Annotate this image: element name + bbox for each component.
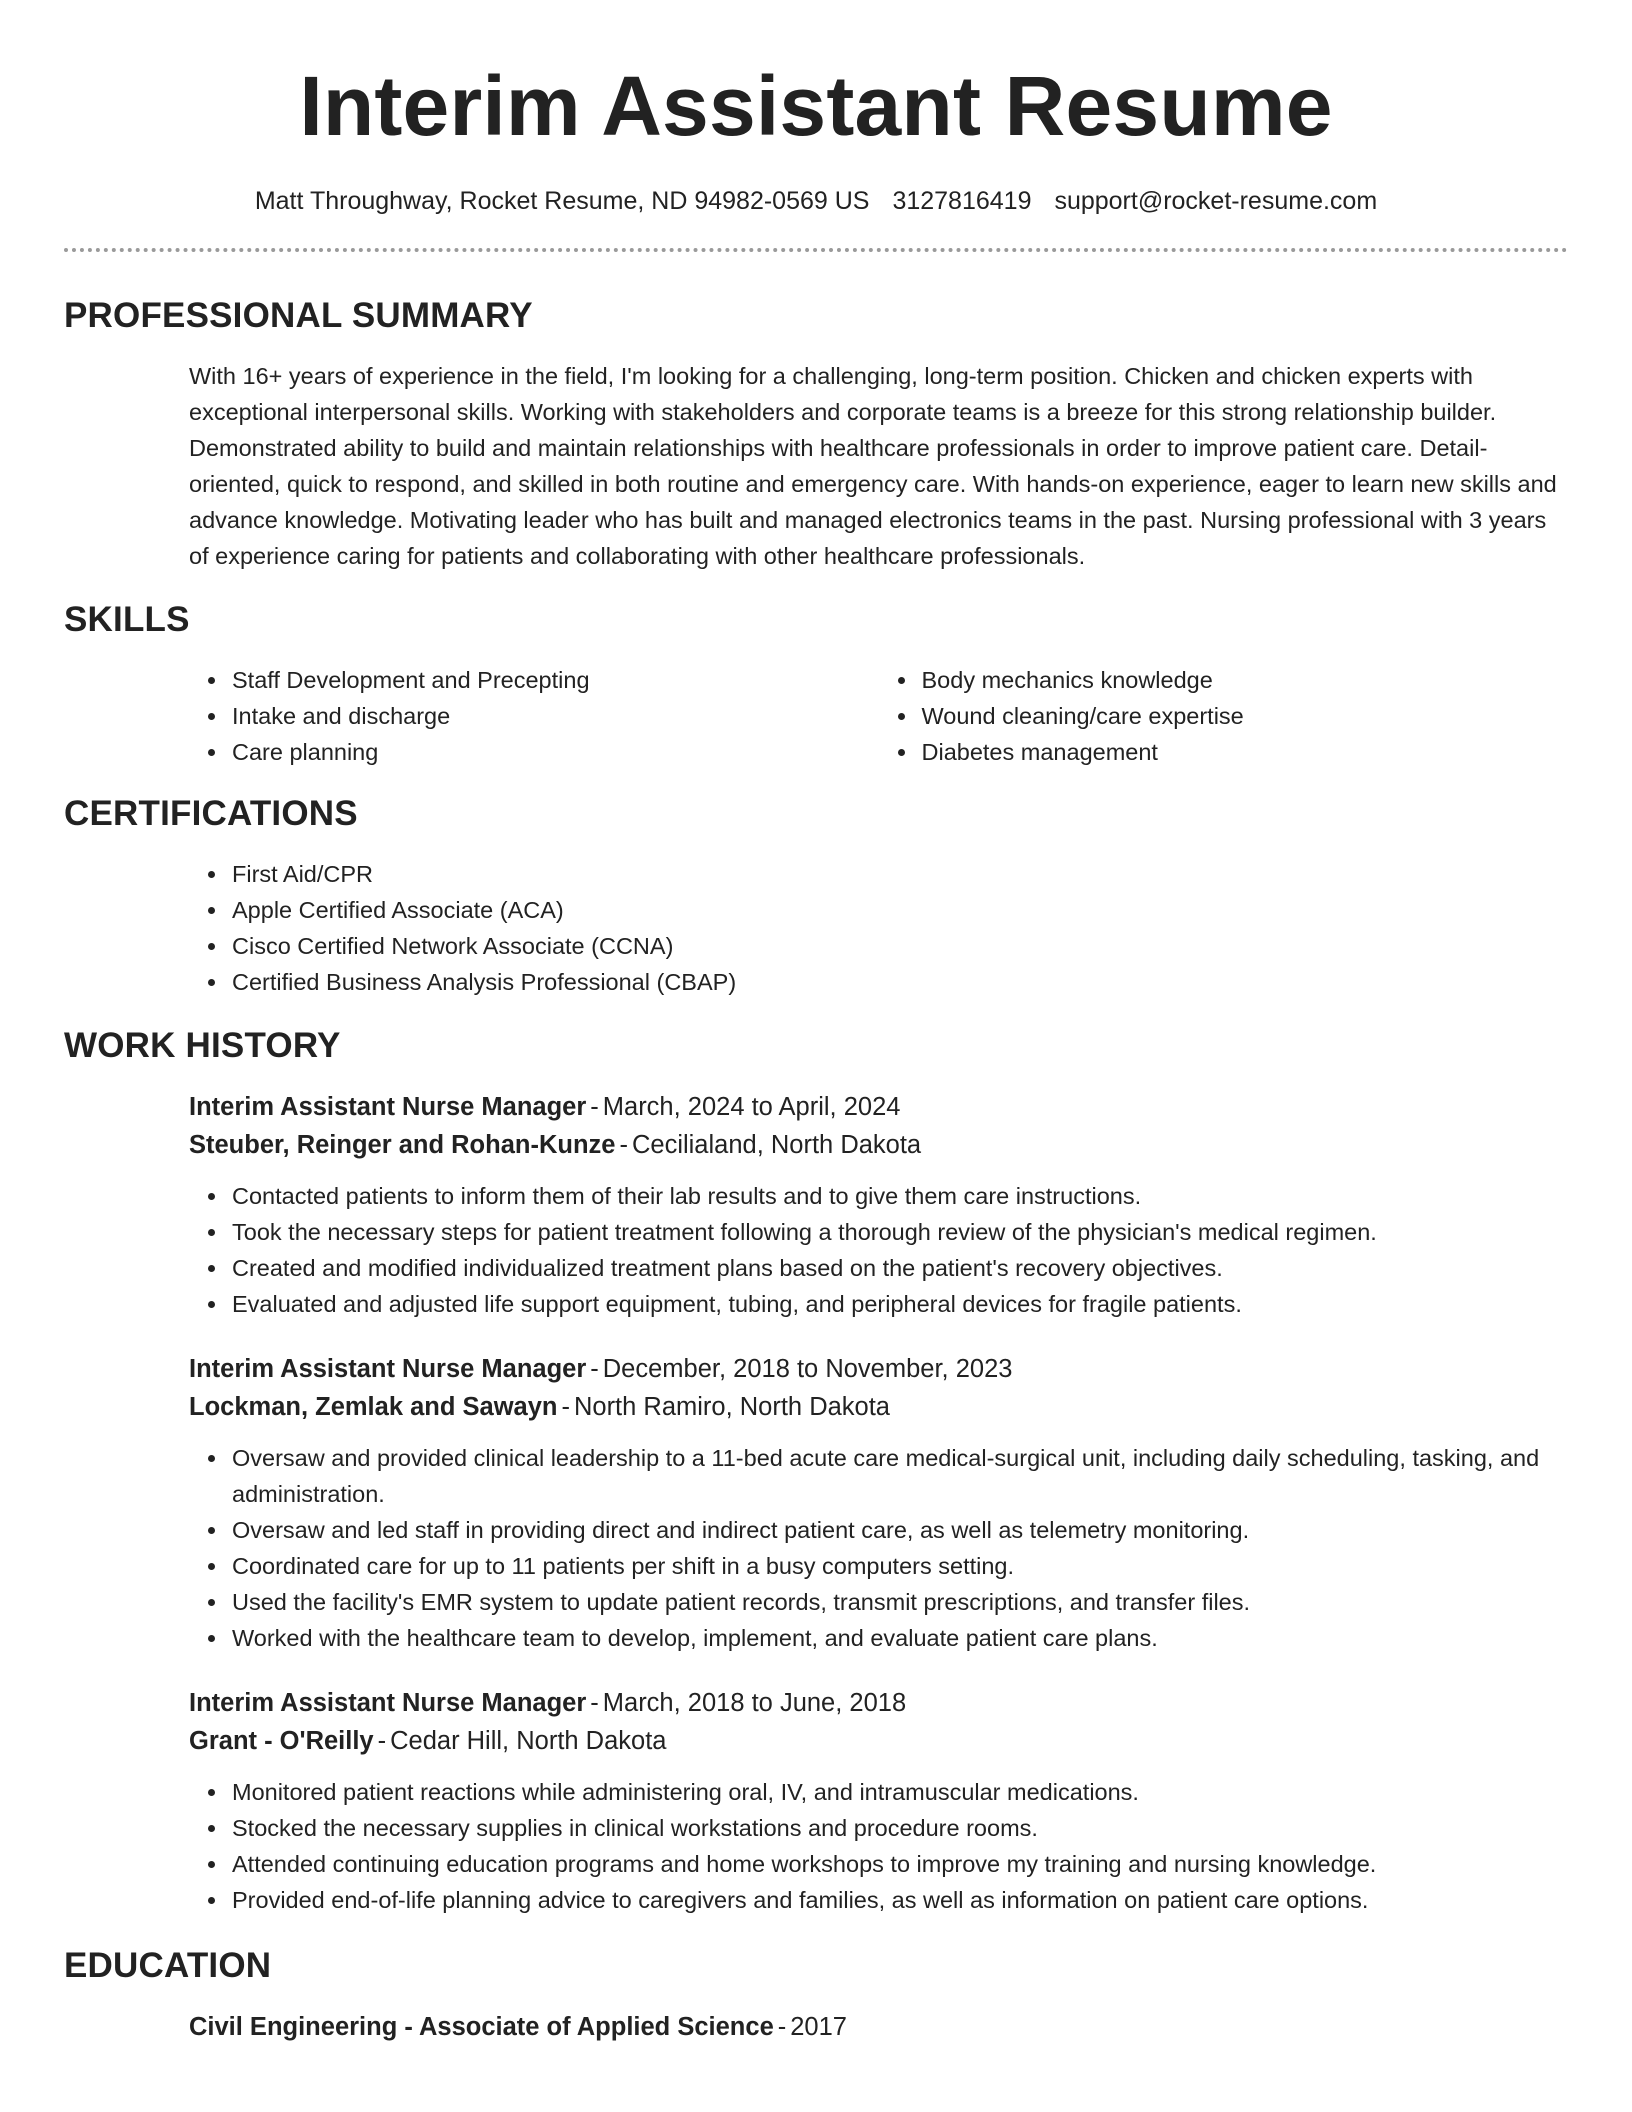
job-company: Lockman, Zemlak and Sawayn <box>189 1393 558 1421</box>
contact-phone: 3127816419 <box>892 187 1032 215</box>
contact-line <box>64 184 1568 218</box>
education-heading: EDUCATION <box>64 1946 272 1985</box>
job-company-line <box>189 1722 1568 1760</box>
summary-text: With 16+ years of experience in the field, I'm looking for a challenging, long-term position. Chicken and chicken experts with exceptional interpersonal skills. Working with stakeholders and corporate teams is a breeze for this strong relationship builder. Demonstrated ability to build and maintain relationships with healthcare professionals in order to improve patient care. Detail-oriented, quick to respond, and skilled in both routine and emergency care. With hands-on experience, eager to learn new skills and advance knowledge. Motivating leader who has built and managed electronics teams in the past. Nursing professional with 3 years of experience caring for patients and collaborating with other healthcare professionals. <box>189 363 1557 569</box>
work-history-section <box>64 1024 1568 1918</box>
skills-grid <box>64 662 1568 770</box>
education-line <box>189 2008 1568 2046</box>
job-location: Cedar Hill, North Dakota <box>390 1727 667 1755</box>
job-title-line <box>189 1350 1568 1388</box>
job-bullets <box>189 1178 1568 1322</box>
certification-item: First Aid/CPR <box>232 856 1568 892</box>
job-company: Grant - O'Reilly <box>189 1727 374 1755</box>
header-divider <box>64 248 1568 252</box>
certification-item: Certified Business Analysis Professional (CBAP) <box>232 964 1568 1000</box>
certifications-heading: CERTIFICATIONS <box>64 794 358 833</box>
job-title: Interim Assistant Nurse Manager <box>189 1355 587 1383</box>
job-title-line <box>189 1088 1568 1126</box>
certifications-list <box>189 856 1568 1000</box>
skill-item: Intake and discharge <box>232 698 879 734</box>
education-degree: Civil Engineering - Associate of Applied Science <box>189 2013 774 2041</box>
job-entry <box>64 1684 1568 1918</box>
summary-heading: PROFESSIONAL SUMMARY <box>64 296 533 335</box>
job-bullet: Worked with the healthcare team to develop, implement, and evaluate patient care plans. <box>232 1620 1568 1656</box>
job-company-line <box>189 1388 1568 1426</box>
job-bullet: Coordinated care for up to 11 patients per shift in a busy computers setting. <box>232 1548 1568 1584</box>
job-separator: - <box>561 1393 570 1421</box>
skill-item: Care planning <box>232 734 879 770</box>
job-bullets <box>189 1440 1568 1656</box>
job-bullet: Evaluated and adjusted life support equipment, tubing, and peripheral devices for fragile patients. <box>232 1286 1568 1322</box>
skills-heading: SKILLS <box>64 600 190 639</box>
job-bullets <box>189 1774 1568 1918</box>
job-company: Steuber, Reinger and Rohan-Kunze <box>189 1131 616 1159</box>
job-entry <box>64 1088 1568 1322</box>
job-bullet: Oversaw and provided clinical leadership to a 11-bed acute care medical-surgical unit, including daily scheduling, tasking, and administration. <box>232 1440 1568 1512</box>
certification-item: Cisco Certified Network Associate (CCNA) <box>232 928 1568 964</box>
job-title: Interim Assistant Nurse Manager <box>189 1093 587 1121</box>
job-bullet: Created and modified individualized treatment plans based on the patient's recovery objectives. <box>232 1250 1568 1286</box>
job-dates: March, 2024 to April, 2024 <box>602 1093 901 1121</box>
job-location: North Ramiro, North Dakota <box>573 1393 890 1421</box>
job-bullet: Contacted patients to inform them of their lab results and to give them care instructions. <box>232 1178 1568 1214</box>
job-bullet: Stocked the necessary supplies in clinical workstations and procedure rooms. <box>232 1810 1568 1846</box>
contact-address: Matt Throughway, Rocket Resume, ND 94982-0569 US <box>254 187 870 215</box>
work-history-heading: WORK HISTORY <box>64 1026 341 1065</box>
skill-item: Wound cleaning/care expertise <box>922 698 1569 734</box>
skill-item: Body mechanics knowledge <box>922 662 1569 698</box>
education-year: 2017 <box>790 2013 847 2041</box>
job-dates: December, 2018 to November, 2023 <box>602 1355 1013 1383</box>
education-section <box>64 1944 1568 2046</box>
job-bullet: Took the necessary steps for patient treatment following a thorough review of the physician's medical regimen. <box>232 1214 1568 1250</box>
education-separator: - <box>777 2013 787 2041</box>
job-location: Cecilialand, North Dakota <box>631 1131 922 1159</box>
job-separator: - <box>377 1727 387 1755</box>
job-title: Interim Assistant Nurse Manager <box>189 1689 587 1717</box>
job-bullet: Attended continuing education programs and home workshops to improve my training and nursing knowledge. <box>232 1846 1568 1882</box>
job-bullet: Monitored patient reactions while administering oral, IV, and intramuscular medications. <box>232 1774 1568 1810</box>
skills-list-right <box>879 662 1569 770</box>
resume-title: Interim Assistant Resume <box>299 59 1333 153</box>
job-separator: - <box>590 1355 599 1383</box>
job-bullet: Oversaw and led staff in providing direct and indirect patient care, as well as telemetry monitoring. <box>232 1512 1568 1548</box>
certification-item: Apple Certified Associate (ACA) <box>232 892 1568 928</box>
job-separator: - <box>590 1689 599 1717</box>
job-dates: March, 2018 to June, 2018 <box>602 1689 907 1717</box>
job-entry <box>64 1350 1568 1656</box>
job-separator: - <box>590 1093 599 1121</box>
skill-item: Staff Development and Precepting <box>232 662 879 698</box>
skills-list-left <box>189 662 879 770</box>
skill-item: Diabetes management <box>922 734 1569 770</box>
job-title-line <box>189 1684 1568 1722</box>
certifications-section <box>64 792 1568 1000</box>
job-company-line <box>189 1126 1568 1164</box>
job-separator: - <box>619 1131 628 1159</box>
job-bullet: Provided end-of-life planning advice to caregivers and families, as well as information on patient care options. <box>232 1882 1568 1918</box>
summary-section <box>64 294 1568 574</box>
contact-email: support@rocket-resume.com <box>1054 187 1378 215</box>
job-bullet: Used the facility's EMR system to update patient records, transmit prescriptions, and transfer files. <box>232 1584 1568 1620</box>
skills-section <box>64 598 1568 770</box>
